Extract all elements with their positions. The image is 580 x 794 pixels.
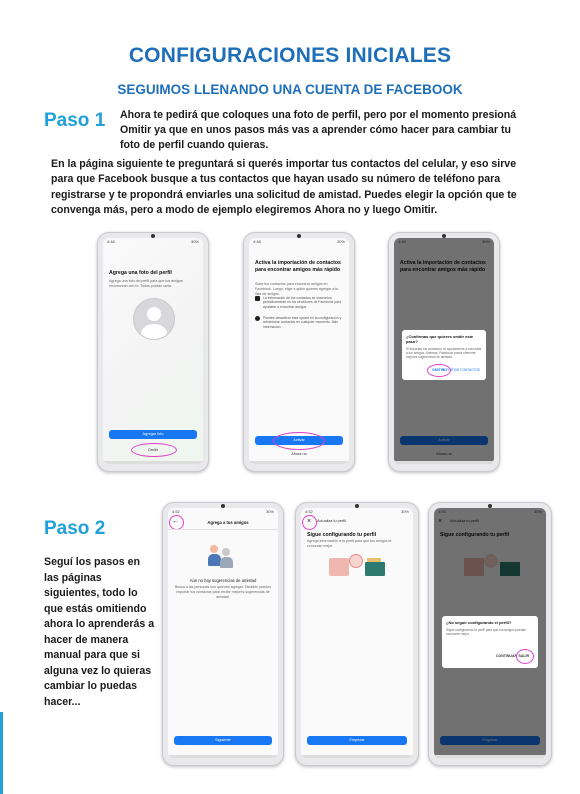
screen xyxy=(434,508,546,758)
dialog-title: ¿Confirmas que quieres omitir este paso? xyxy=(406,334,474,344)
screen-text: Agrega información a tu perfil para que tus amigos te conozcan mejor. xyxy=(307,539,392,548)
close-icon[interactable]: × xyxy=(306,518,312,525)
settings-icon xyxy=(255,316,260,321)
top-bar-title: Actualiza tu perfil xyxy=(317,519,346,523)
add-photo-button[interactable]: Agregar foto xyxy=(109,430,197,439)
phone-screenshot-skip-confirm xyxy=(388,232,500,472)
dialog-text: Si importas tus contactos, te ayudaremos a encontrar a tus amigos. Además, Facebook podrá ofrecerte mejores sugerencias de amistad. xyxy=(406,347,482,360)
screen-title: Sigue configurando tu perfil xyxy=(307,532,377,538)
skip-button[interactable]: OMITIR xyxy=(432,368,445,372)
confirm-dialog xyxy=(402,330,486,380)
step1-body: En la página siguiente te preguntará si querés importar tus contactos del celular, y eso sirve para que Facebook busque a tus contactos que hayan usado su número de teléfono para registrarse y te propondrá enviarles una solicitud de amistad. Puedes elegir la opción que te convenga más, pero a modo de ejemplo elegiremos Ahora no y luego Omitir. xyxy=(51,158,517,217)
phone-screenshot-add-friends xyxy=(162,502,284,766)
nav-bar xyxy=(434,755,546,758)
screen-title: Agrega a tus amigos xyxy=(207,520,249,525)
screen-text: Agrega una foto del perfil para que tus amigos reconozcan con fo. Todos podrán verla. xyxy=(109,279,183,288)
nav-bar xyxy=(103,461,203,464)
page-title: CONFIGURACIONES INICIALES xyxy=(128,44,452,67)
activate-button[interactable]: Activar xyxy=(255,436,343,445)
info-row: Puedes desactivar esta opción en la configuración y administrar contactos en cualquier momento. Más información xyxy=(255,316,343,329)
start-button[interactable]: Empezar xyxy=(307,736,407,745)
screen xyxy=(301,508,413,758)
nav-bar xyxy=(249,461,349,464)
profile-illustration-icon xyxy=(329,554,385,580)
nav-bar xyxy=(301,755,413,758)
step1-label: Paso 1 xyxy=(44,110,106,131)
import-contacts-button[interactable]: IMPORTAR CONTACTOS xyxy=(442,368,480,372)
step1-intro: Ahora te pedirá que coloques una foto de perfil, pero por el momento presioná Omitir ya que en unos pasos más vas a aprender cómo hacer para cambiar tu foto de perfil cuando quieras. xyxy=(120,109,517,151)
nav-bar xyxy=(394,461,494,464)
sync-icon xyxy=(255,296,260,301)
left-accent-bar xyxy=(0,712,3,794)
dialog-text: Sigue configurando tu perfil para que tus amigos puedan conocerte mejor. xyxy=(446,628,527,637)
screen-text: Busca a las personas con quienes agregar. También puedes importar tus contactos para recibir mejores sugerencias de amistad. xyxy=(174,585,272,599)
screen-title: Activa la importación de contactos para encontrar amigos más rápido xyxy=(255,260,341,273)
skip-link[interactable]: Omitir xyxy=(147,448,159,452)
highlight-circle xyxy=(516,649,534,664)
highlight-circle xyxy=(131,443,177,457)
phone-screenshot-profile-setup xyxy=(295,502,419,766)
highlight-circle xyxy=(169,515,184,530)
status-bar: 4:52 30% xyxy=(305,509,409,514)
page-subtitle: SEGUIMOS LLENANDO UNA CUENTA DE FACEBOOK xyxy=(117,82,463,97)
exit-dialog xyxy=(442,616,538,668)
step2-label: Paso 2 xyxy=(44,518,106,539)
next-button[interactable]: Siguiente xyxy=(174,736,272,745)
screen xyxy=(168,508,278,758)
friends-illustration-icon xyxy=(208,543,236,569)
empty-headline: Aún no hay sugerencias de amistad xyxy=(189,578,257,583)
divider xyxy=(168,529,278,530)
highlight-circle xyxy=(427,364,451,377)
status-bar: 4:48 30% xyxy=(107,239,199,244)
avatar-placeholder-icon xyxy=(133,298,175,340)
screen-title: Agrega una foto del perfil xyxy=(109,270,172,276)
highlight-circle xyxy=(273,432,325,450)
screen-text: Sube tus contactos para encontrar amigos en Facebook. Luego, elige a quién quieres agregar a tu lista de amigos. xyxy=(255,282,339,296)
back-arrow-icon[interactable]: ← xyxy=(172,518,179,525)
highlight-circle xyxy=(302,515,317,530)
screen xyxy=(103,238,203,464)
not-now-link[interactable]: Ahora no xyxy=(291,452,307,456)
dialog-title: ¿No seguir configurando el perfil? xyxy=(446,620,512,625)
phone-screenshot-import-contacts xyxy=(243,232,355,472)
exit-button[interactable]: SALIR xyxy=(518,654,529,658)
info-row: La información de tus contactos se sincroniza periódicamente en los servidores de Facebook para ayudarte a encontrar amigos. xyxy=(255,296,343,309)
phone-screenshot-profile-photo xyxy=(97,232,209,472)
phone-screenshot-exit-confirm xyxy=(428,502,552,766)
step2-text: Seguí los pasos en las páginas siguientes, todo lo que estás omitiendo ahora lo aprenderás a hacer de manera manual para que si alguna vez lo quieras cambiar lo puedas hacer... xyxy=(44,556,155,708)
screen xyxy=(249,238,349,464)
status-bar: 4:48 30% xyxy=(253,239,345,244)
status-bar: 4:52 30% xyxy=(172,509,274,514)
continue-button[interactable]: CONTINUAR xyxy=(496,654,517,658)
screen xyxy=(394,238,494,464)
nav-bar xyxy=(168,755,278,758)
